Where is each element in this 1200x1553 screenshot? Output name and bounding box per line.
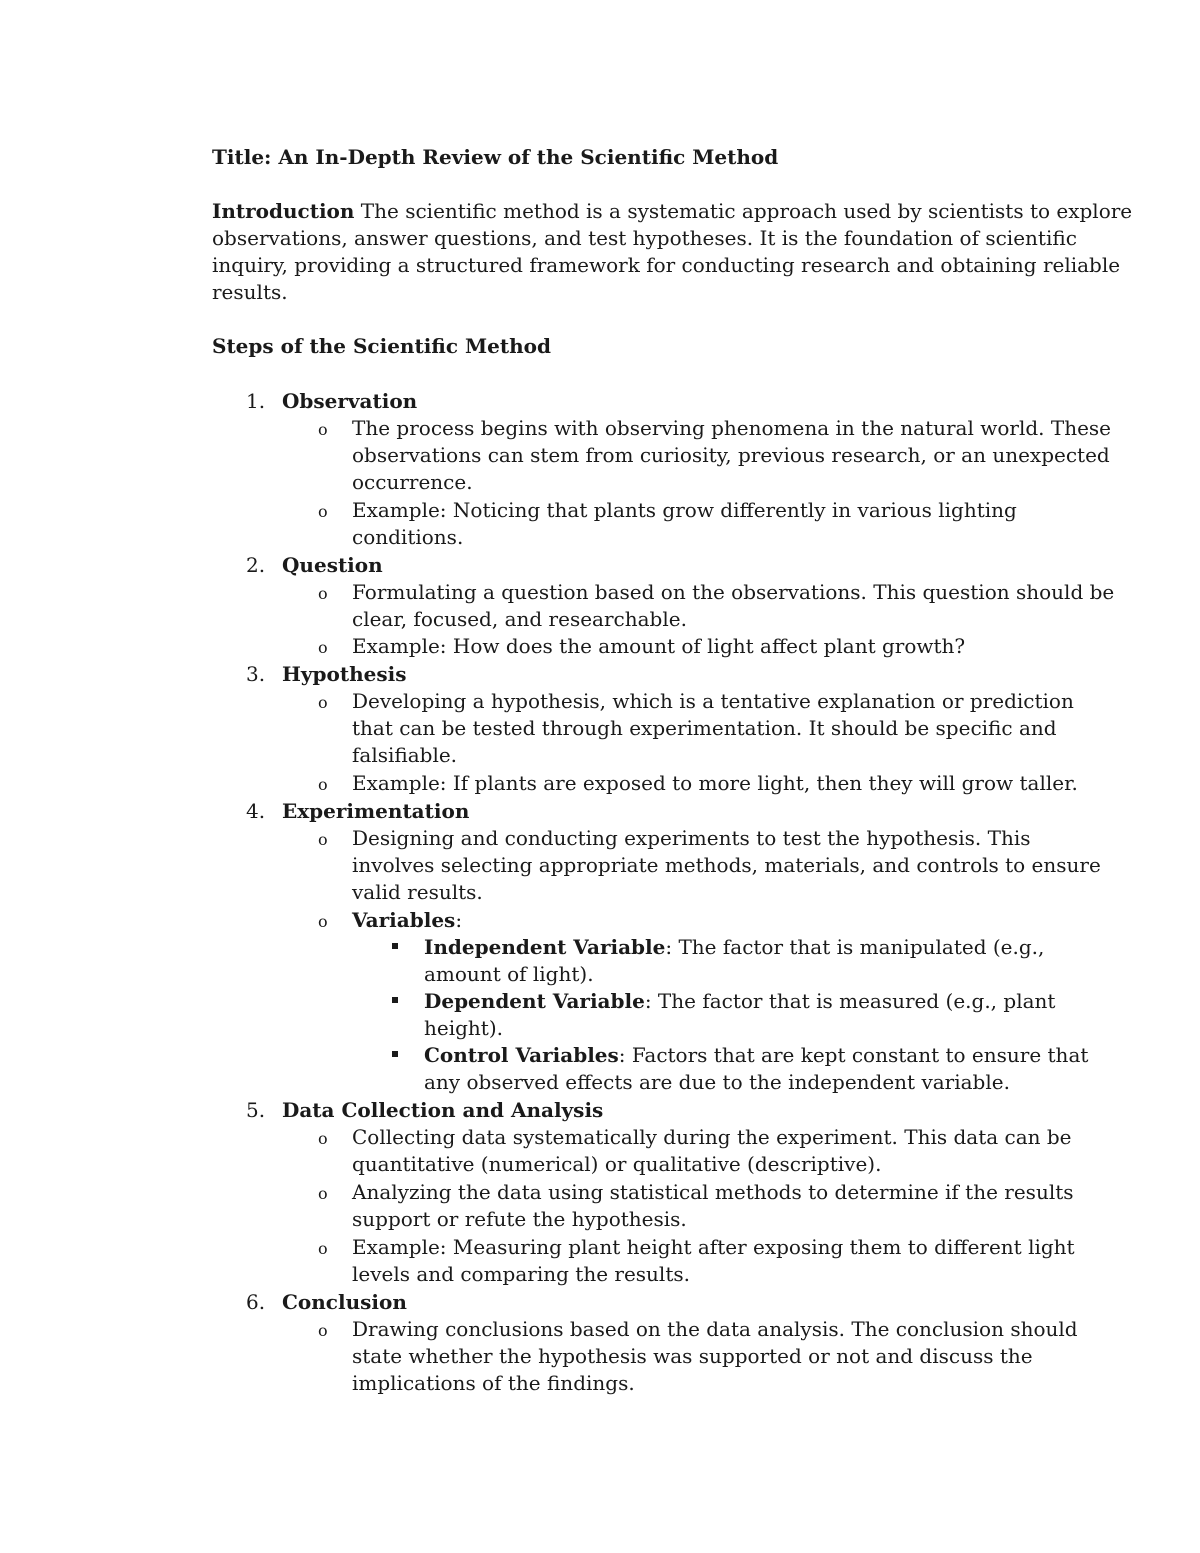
step-number: 2. bbox=[246, 553, 266, 577]
circle-bullet-icon: o bbox=[318, 1184, 328, 1203]
circle-bullet-icon: o bbox=[318, 830, 328, 849]
circle-bullet-icon: o bbox=[318, 693, 328, 712]
bullet-line: quantitative (numerical) or qualitative (descriptive). bbox=[352, 1152, 882, 1176]
bullet-line: support or refute the hypothesis. bbox=[352, 1207, 687, 1231]
bullet-line: falsifiable. bbox=[352, 743, 458, 767]
bullet-line: Formulating a question based on the observations. This question should be bbox=[352, 580, 1115, 604]
sub-bullet-line: Dependent Variable: The factor that is measured (e.g., plant bbox=[424, 989, 1056, 1013]
sub-bullet-line: Control Variables: Factors that are kept constant to ensure that bbox=[424, 1043, 1089, 1067]
bullet-line: Developing a hypothesis, which is a tentative explanation or prediction bbox=[352, 689, 1074, 713]
intro-line-4: results. bbox=[212, 280, 288, 304]
bullet-line: state whether the hypothesis was supported or not and discuss the bbox=[352, 1344, 1033, 1368]
circle-bullet-icon: o bbox=[318, 584, 328, 603]
circle-bullet-icon: o bbox=[318, 775, 328, 794]
bullet-line: conditions. bbox=[352, 525, 464, 549]
intro-line-3: inquiry, providing a structured framework for conducting research and obtaining reliable bbox=[212, 253, 1121, 277]
bullet-line: that can be tested through experimentation. It should be specific and bbox=[352, 716, 1057, 740]
bullet-line: Analyzing the data using statistical methods to determine if the results bbox=[352, 1180, 1074, 1204]
circle-bullet-icon: o bbox=[318, 420, 328, 439]
sub-bullet-line: amount of light). bbox=[424, 962, 594, 986]
sub-bullet-line: Independent Variable: The factor that is manipulated (e.g., bbox=[424, 935, 1045, 959]
intro-line-1: Introduction The scientific method is a systematic approach used by scientists to explore bbox=[212, 199, 1133, 223]
circle-bullet-icon: o bbox=[318, 502, 328, 521]
bullet-line: observations can stem from curiosity, previous research, or an unexpected bbox=[352, 443, 1110, 467]
step-name-experimentation: Experimentation bbox=[282, 799, 470, 823]
steps-heading: Steps of the Scientific Method bbox=[212, 334, 551, 358]
bullet-line: implications of the findings. bbox=[352, 1371, 635, 1395]
bullet-line: Example: Noticing that plants grow differently in various lighting bbox=[352, 498, 1017, 522]
circle-bullet-icon: o bbox=[318, 638, 328, 657]
intro-line-2: observations, answer questions, and test hypotheses. It is the foundation of scientific bbox=[212, 226, 1077, 250]
bullet-line: Drawing conclusions based on the data analysis. The conclusion should bbox=[352, 1317, 1078, 1341]
bullet-line: Collecting data systematically during the experiment. This data can be bbox=[352, 1125, 1072, 1149]
circle-bullet-icon: o bbox=[318, 1239, 328, 1258]
circle-bullet-icon: o bbox=[318, 912, 328, 931]
bullet-line: levels and comparing the results. bbox=[352, 1262, 690, 1286]
bullet-line: Example: If plants are exposed to more light, then they will grow taller. bbox=[352, 771, 1078, 795]
bullet-line: valid results. bbox=[352, 880, 483, 904]
bullet-line: occurrence. bbox=[352, 470, 473, 494]
step-name-data-collection: Data Collection and Analysis bbox=[282, 1098, 604, 1122]
step-number: 6. bbox=[246, 1290, 266, 1314]
intro-label: Introduction bbox=[212, 199, 355, 223]
step-name-question: Question bbox=[282, 553, 383, 577]
step-number: 4. bbox=[246, 799, 266, 823]
bullet-line: Designing and conducting experiments to test the hypothesis. This bbox=[352, 826, 1031, 850]
bullet-line: involves selecting appropriate methods, materials, and controls to ensure bbox=[352, 853, 1101, 877]
circle-bullet-icon: o bbox=[318, 1129, 328, 1148]
circle-bullet-icon: o bbox=[318, 1321, 328, 1340]
square-bullet-icon bbox=[392, 1051, 398, 1057]
bullet-line: The process begins with observing phenomena in the natural world. These bbox=[352, 416, 1112, 440]
bullet-line-variables: Variables: bbox=[352, 908, 463, 932]
bullet-line: Example: How does the amount of light affect plant growth? bbox=[352, 634, 966, 658]
bullet-line: clear, focused, and researchable. bbox=[352, 607, 687, 631]
document-title: Title: An In-Depth Review of the Scientific Method bbox=[212, 145, 779, 169]
step-name-conclusion: Conclusion bbox=[282, 1290, 407, 1314]
bullet-line: Example: Measuring plant height after exposing them to different light bbox=[352, 1235, 1075, 1259]
square-bullet-icon bbox=[392, 943, 398, 949]
step-number: 1. bbox=[246, 389, 266, 413]
sub-bullet-line: any observed effects are due to the independent variable. bbox=[424, 1070, 1010, 1094]
square-bullet-icon bbox=[392, 997, 398, 1003]
sub-bullet-line: height). bbox=[424, 1016, 503, 1040]
step-name-observation: Observation bbox=[282, 389, 418, 413]
step-number: 3. bbox=[246, 662, 266, 686]
step-name-hypothesis: Hypothesis bbox=[282, 662, 407, 686]
step-number: 5. bbox=[246, 1098, 266, 1122]
